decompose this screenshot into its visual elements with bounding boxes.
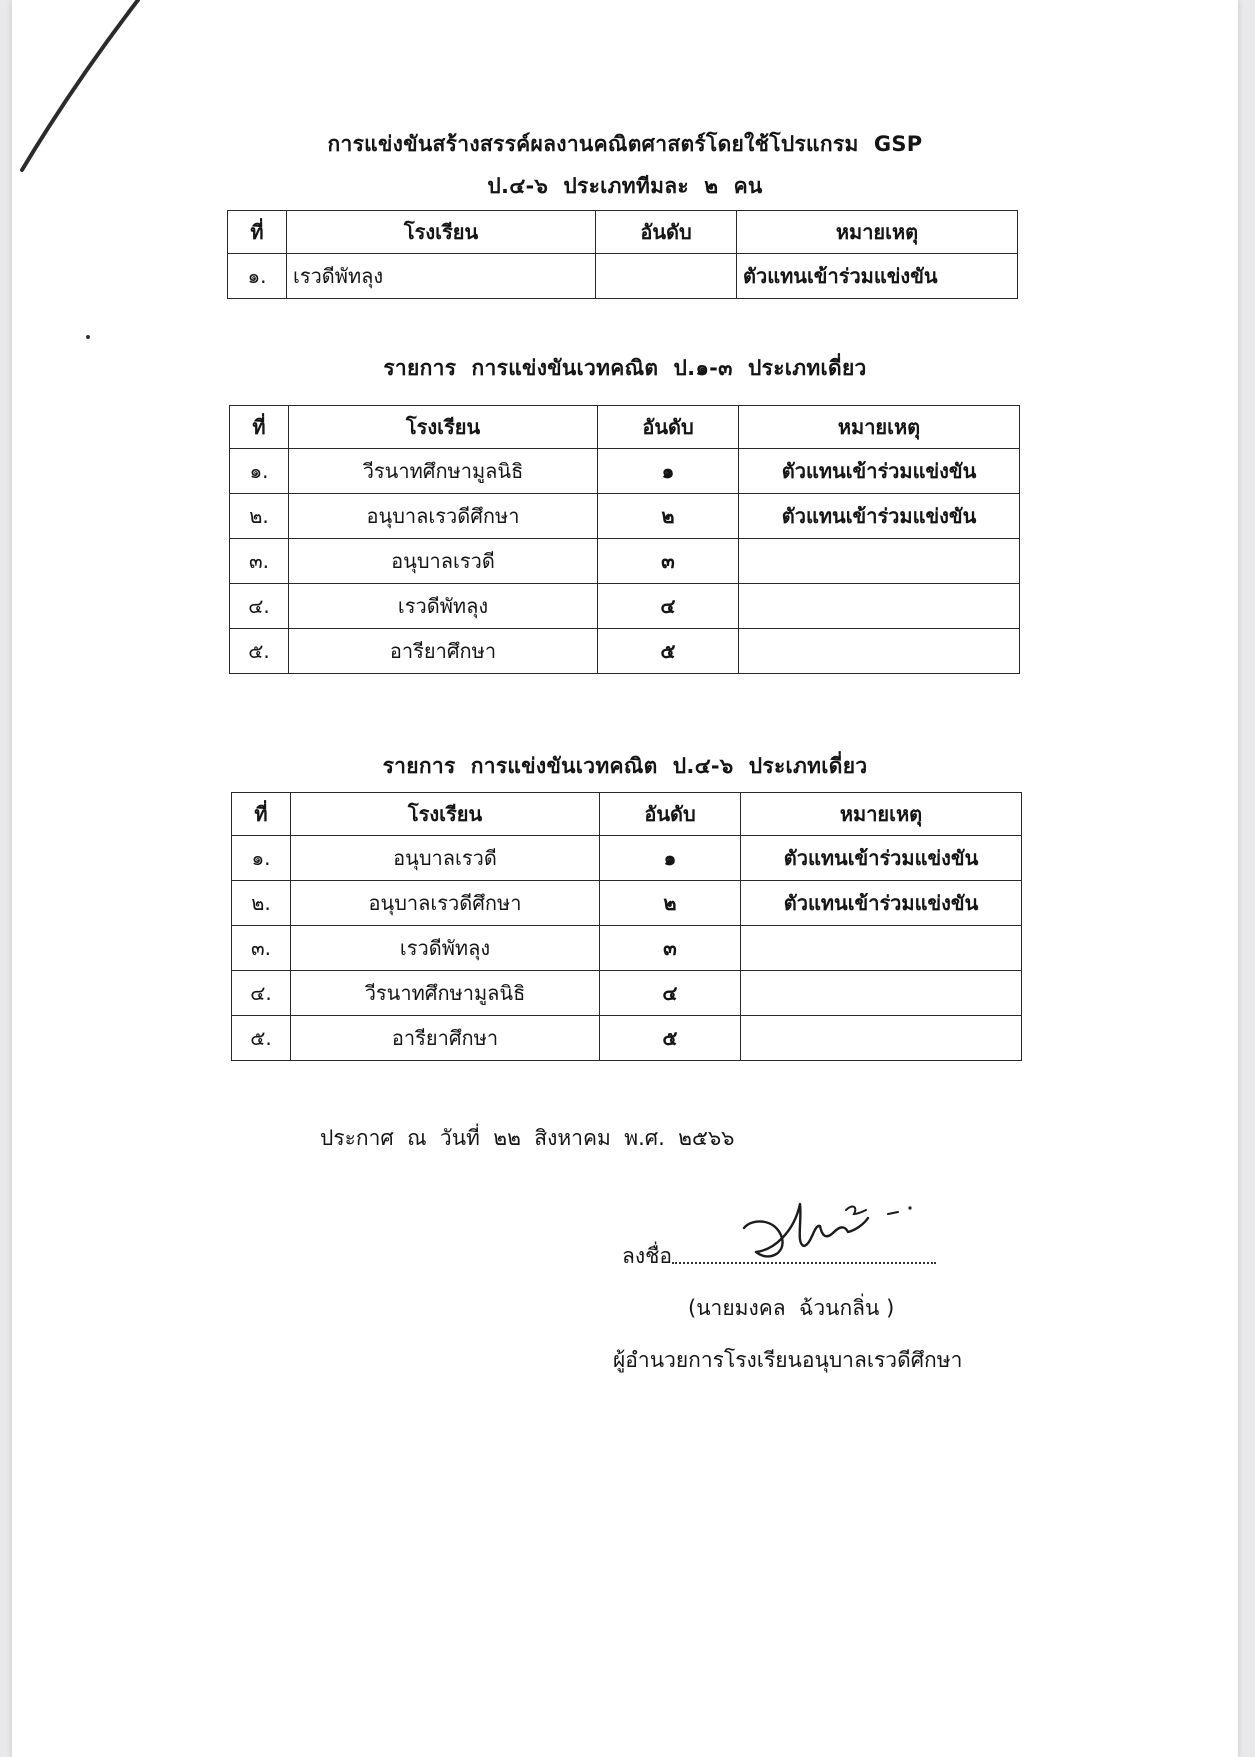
sign-label: ลงชื่อ	[622, 1244, 672, 1268]
cell-school: อนุบาลเรวดี	[291, 836, 600, 881]
cell-rank: ๓	[600, 926, 741, 971]
header-rank: อันดับ	[600, 793, 741, 836]
table-row	[230, 449, 1020, 494]
section2-table	[229, 405, 1020, 674]
section1-table	[227, 210, 1018, 299]
header-no: ที่	[232, 793, 291, 836]
cell-school: เรวดีพัทลุง	[287, 254, 596, 299]
cell-school: อนุบาลเรวดีศึกษา	[289, 494, 598, 539]
cell-note	[739, 629, 1020, 674]
cell-no: ๓.	[232, 926, 291, 971]
cell-note: ตัวแทนเข้าร่วมแข่งขัน	[741, 836, 1022, 881]
table-row	[230, 584, 1020, 629]
cell-school: อนุบาลเรวดี	[289, 539, 598, 584]
table-row	[232, 971, 1022, 1016]
cell-note	[741, 1016, 1022, 1061]
header-school: โรงเรียน	[287, 211, 596, 254]
cell-rank: ๒	[600, 881, 741, 926]
cell-school: เรวดีพัทลุง	[289, 584, 598, 629]
table-header-row	[230, 406, 1020, 449]
cell-rank: ๕	[598, 629, 739, 674]
signer-position: ผู้อำนวยการโรงเรียนอนุบาลเรวดีศึกษา	[613, 1348, 963, 1372]
cell-rank: ๑	[600, 836, 741, 881]
cell-note	[741, 926, 1022, 971]
cell-note	[741, 971, 1022, 1016]
handwritten-signature	[738, 1188, 928, 1268]
cell-school: อารียาศึกษา	[289, 629, 598, 674]
table-row	[228, 254, 1018, 299]
section3-title: รายการ การแข่งขันเวทคณิต ป.๔-๖ ประเภทเดี่ยว	[382, 754, 868, 778]
cell-rank: ๔	[600, 971, 741, 1016]
cell-note: ตัวแทนเข้าร่วมแข่งขัน	[737, 254, 1018, 299]
header-note: หมายเหตุ	[741, 793, 1022, 836]
cell-school: เรวดีพัทลุง	[291, 926, 600, 971]
header-note: หมายเหตุ	[737, 211, 1018, 254]
table-row	[230, 539, 1020, 584]
cell-no: ๑.	[230, 449, 289, 494]
header-no: ที่	[230, 406, 289, 449]
cell-rank: ๒	[598, 494, 739, 539]
section1-title-line2: ป.๔-๖ ประเภททีมละ ๒ คน	[487, 174, 763, 198]
document-page	[12, 0, 1238, 1757]
section3-table	[231, 792, 1022, 1061]
cell-rank: ๑	[598, 449, 739, 494]
cell-no: ๓.	[230, 539, 289, 584]
table-header-row	[228, 211, 1018, 254]
table-row	[232, 1016, 1022, 1061]
header-school: โรงเรียน	[289, 406, 598, 449]
table-row	[232, 881, 1022, 926]
cell-school: วีรนาทศึกษามูลนิธิ	[289, 449, 598, 494]
cell-rank	[596, 254, 737, 299]
cell-school: อารียาศึกษา	[291, 1016, 600, 1061]
cell-no: ๕.	[230, 629, 289, 674]
header-rank: อันดับ	[596, 211, 737, 254]
cell-school: วีรนาทศึกษามูลนิธิ	[291, 971, 600, 1016]
table-header-row	[232, 793, 1022, 836]
cell-rank: ๓	[598, 539, 739, 584]
table-row	[230, 629, 1020, 674]
cell-no: ๔.	[230, 584, 289, 629]
stray-dot	[86, 335, 90, 339]
cell-no: ๕.	[232, 1016, 291, 1061]
cell-note: ตัวแทนเข้าร่วมแข่งขัน	[741, 881, 1022, 926]
header-school: โรงเรียน	[291, 793, 600, 836]
announcement-date: ประกาศ ณ วันที่ ๒๒ สิงหาคม พ.ศ. ๒๕๖๖	[320, 1126, 735, 1150]
cell-note	[739, 584, 1020, 629]
cell-rank: ๔	[598, 584, 739, 629]
cell-no: ๑.	[232, 836, 291, 881]
header-rank: อันดับ	[598, 406, 739, 449]
cell-rank: ๕	[600, 1016, 741, 1061]
cell-school: อนุบาลเรวดีศึกษา	[291, 881, 600, 926]
cell-note	[739, 539, 1020, 584]
cell-no: ๑.	[228, 254, 287, 299]
table-row	[232, 836, 1022, 881]
section1-title-line1: การแข่งขันสร้างสรรค์ผลงานคณิตศาสตร์โดยใช้โปรแกรม GSP	[327, 132, 923, 156]
header-note: หมายเหตุ	[739, 406, 1020, 449]
cell-note: ตัวแทนเข้าร่วมแข่งขัน	[739, 449, 1020, 494]
cell-no: ๒.	[232, 881, 291, 926]
cell-note: ตัวแทนเข้าร่วมแข่งขัน	[739, 494, 1020, 539]
header-no: ที่	[228, 211, 287, 254]
section2-title: รายการ การแข่งขันเวทคณิต ป.๑-๓ ประเภทเดี่ยว	[383, 356, 867, 380]
table-row	[232, 926, 1022, 971]
cell-no: ๔.	[232, 971, 291, 1016]
table-row	[230, 494, 1020, 539]
cell-no: ๒.	[230, 494, 289, 539]
signer-name: (นายมงคล ฉ้วนกลิ่น )	[688, 1296, 895, 1320]
